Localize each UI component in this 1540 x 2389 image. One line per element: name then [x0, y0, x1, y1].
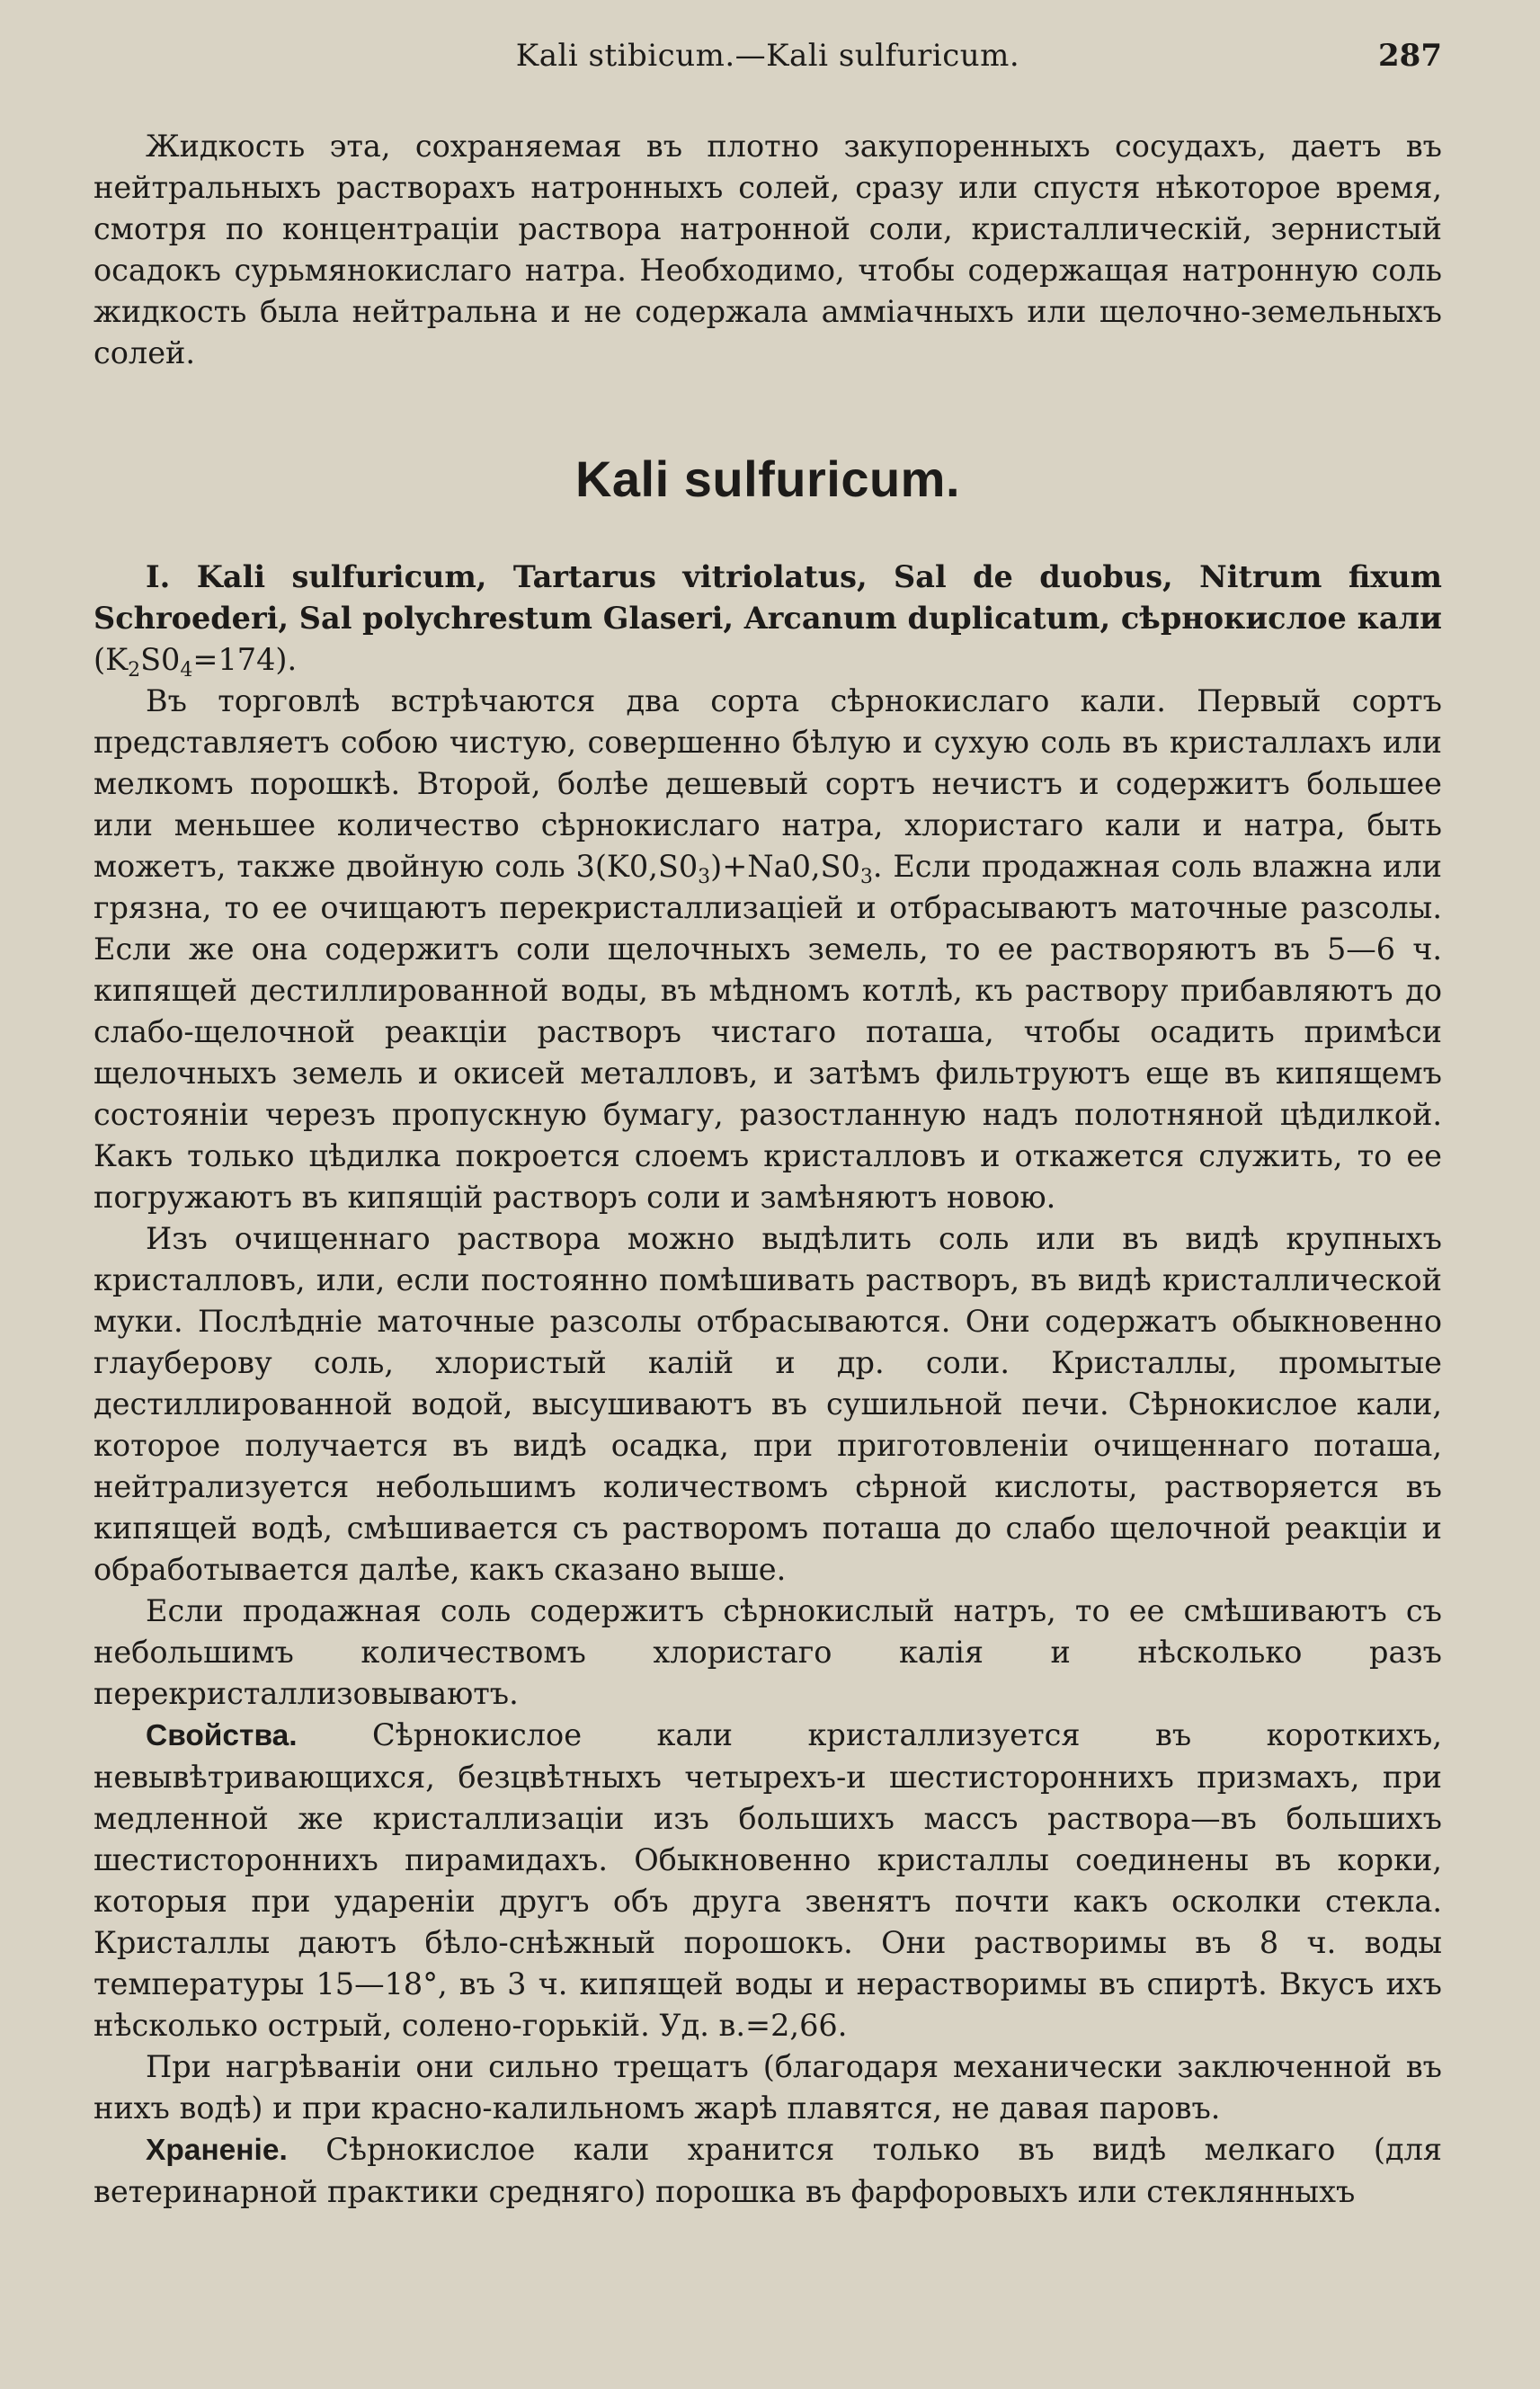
page-body [93, 126, 1442, 2213]
storage-label: Храненіе. [146, 2134, 288, 2167]
paragraph-properties: Свойства. Сѣрнокислое кали кристаллизуется въ короткихъ, невывѣтривающихся, безцвѣтныхъ четырехъ-и шестисторонниxъ призмахъ, при медленной же кристаллизаціи изъ большихъ массъ раствора—въ большихъ шестисторонниxъ пирамидахъ. Обыкновенно кристаллы соединены въ корки, которыя при удареніи другъ объ друга звенятъ почти какъ осколки стекла. Кристаллы даютъ бѣло-снѣжный порошокъ. Они растворимы въ 8 ч. воды температуры 15—18°, въ 3 ч. кипящей воды и нерастворимы въ спиртѣ. Вкусъ ихъ нѣсколько острый, солено-горькій. Уд. в.=2,66. [93, 1717, 1442, 2043]
paragraph-heating: При нагрѣваніи они сильно трещатъ (благодаря механически заключенной въ нихъ водѣ) и при красно-калильномъ жарѣ плавятся, не давая паровъ. [93, 2049, 1442, 2126]
entry-names: I. Kali sulfuricum, Tartarus vitriolatus, Sal de duobus, Nitrum fixum Schroederi, Sal polychrestum Glaseri, Arcanum duplicatum, сѣрнокислое кали [93, 559, 1442, 636]
page-number: 287 [1378, 38, 1442, 74]
paragraph-sodium-sulfate: Если продажная соль содержитъ сѣрнокислый натръ, то ее смѣшиваютъ съ небольшимъ количествомъ хлористаго калія и нѣсколько разъ перекристаллизовываютъ. [93, 1593, 1442, 1711]
paragraph-purification: Изъ очищеннаго раствора можно выдѣлить соль или въ видѣ крупныхъ кристалловъ, или, если постоянно помѣшивать растворъ, въ видѣ кристаллической муки. Послѣдніе маточные разсолы отбрасываются. Они содержатъ обыкновенно глауберову соль, хлористый калій и др. соли. Кристаллы, промытые дестиллированной водой, высушиваютъ въ сушильной печи. Сѣрнокислое кали, которое получается въ видѣ осадка, при приготовленіи очищеннаго поташа, нейтрализуется небольшимъ количествомъ сѣрной кислоты, растворяется въ кипящей водѣ, смѣшивается съ растворомъ поташа до слабо щелочной реакціи и обработывается далѣе, какъ сказано выше. [93, 1221, 1442, 1587]
entry-formula: $(K_2S0_4=174)$. [93, 642, 298, 682]
page-header [93, 27, 1442, 81]
continuation-paragraph: Жидкость эта, сохраняемая въ плотно закупоренныхъ сосудахъ, даетъ въ нейтральныхъ растворахъ натронныхъ солей, сразу или спустя нѣкоторое время, смотря по концентраціи раствора натронной соли, кристаллическій, зернистый осадокъ сурьмянокислаго натра. Необходимо, чтобы содержащая натронную соль жидкость была нейтральна и не содержала амміачныхъ или щелочно-земельныхъ солей. [93, 129, 1442, 370]
entry-heading [93, 557, 1442, 681]
properties-label: Свойства. [146, 1719, 298, 1752]
section-title: Kali sulfuricum. [574, 450, 961, 507]
running-title: Kali stibicum.—Kali sulfuricum. [515, 38, 1020, 74]
paragraph-storage: Храненіе. Сѣрнокислое кали хранится только въ видѣ мелкаго (для ветеринарной практики средняго) порошка въ фарфоровыхъ или стеклянныхъ [93, 2132, 1442, 2209]
paragraph-sorts: Въ торговлѣ встрѣчаются два сорта сѣрнокислаго кали. Первый сортъ представляетъ собою чистую, совершенно бѣлую и сухую соль въ кристаллахъ или мелкомъ порошкѣ. Второй, болѣе дешевый сортъ нечистъ и содержитъ большее или меньшее количество сѣрнокислаго натра, хлористаго кали и натра, быть можетъ, также двойную соль $3(K0,S0_3)+Na0,S0_3$. Если продажная соль влажна или грязна, то ее очищаютъ перекристаллизаціей и отбрасываютъ маточные разсолы. Если же она содержитъ соли щелочныхъ земель, то ее растворяютъ въ 5—6 ч. кипящей дестиллированной воды, въ мѣдномъ котлѣ, къ раствору прибавляютъ до слабо-щелочной реакціи растворъ чистаго поташа, чтобы осадить примѣси щелочныхъ земель и окисей металловъ, и затѣмъ фильтруютъ еще въ кипящемъ состояніи черезъ пропускную бумагу, разостланную надъ полотняной цѣдилкой. Какъ только цѣдилка покроется слоемъ кристалловъ и откажется служить, то ее погружаютъ въ кипящій растворъ соли и замѣняютъ новою. [93, 683, 1442, 1215]
